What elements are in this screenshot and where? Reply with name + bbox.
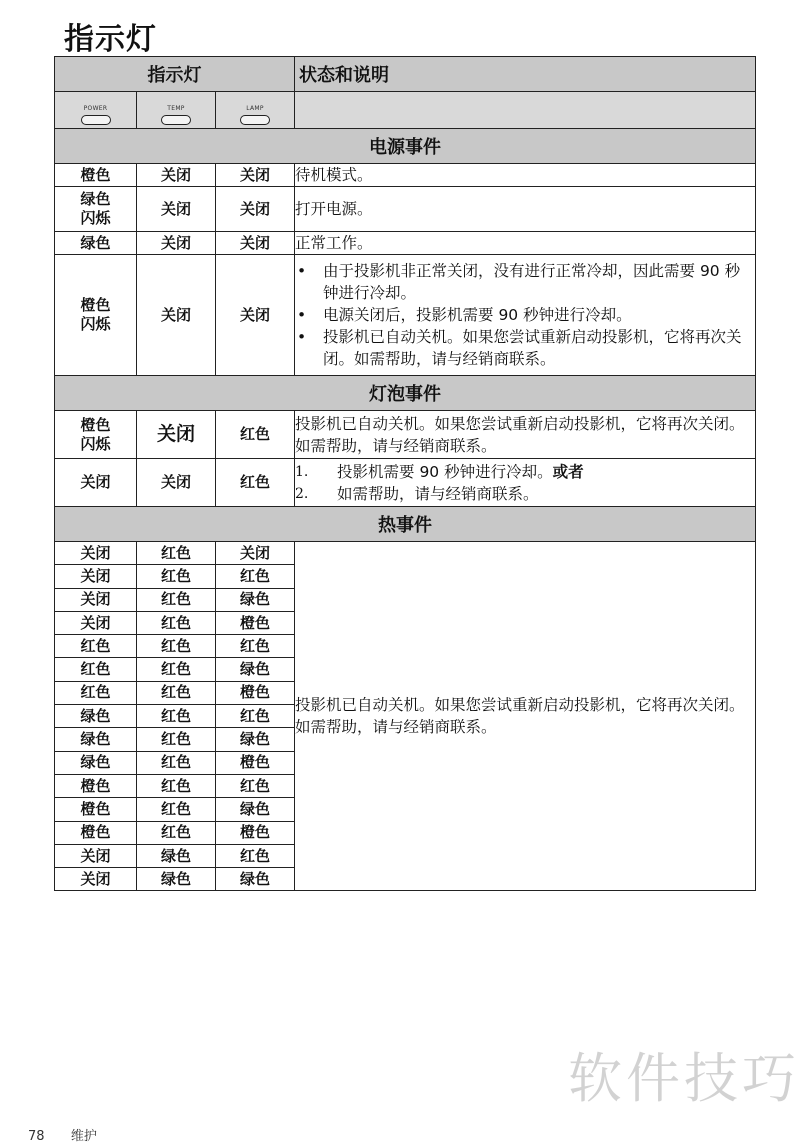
power-state: 绿色: [55, 705, 137, 728]
table-row: [55, 187, 756, 232]
table-row: [55, 542, 756, 565]
list-item: • 电源关闭后，投影机需要 90 秒钟进行冷却。: [295, 304, 755, 326]
led-lens-icon: [81, 115, 111, 125]
lamp-state: 关闭: [216, 164, 295, 187]
power-state: 橙色: [55, 774, 137, 797]
section-lamp-events: [55, 376, 756, 411]
lamp-state: 关闭: [216, 255, 295, 376]
temp-state: 关闭: [137, 459, 216, 507]
lamp-state: 橙色: [216, 751, 295, 774]
section-title: 热事件: [55, 507, 756, 542]
status-description: 投影机已自动关机。如果您尝试重新启动投影机，它将再次关闭。如需帮助，请与经销商联系。: [295, 542, 756, 891]
thermal-rows: [55, 542, 756, 891]
power-led-icon: [81, 105, 111, 125]
list-item: • 投影机已自动关机。如果您尝试重新启动投影机，它将再次关闭。如需帮助，请与经销商联系。: [295, 326, 755, 370]
lamp-state: 红色: [216, 459, 295, 507]
power-state: 橙色: [55, 798, 137, 821]
temp-state: 红色: [137, 565, 216, 588]
lamp-state: 关闭: [216, 187, 295, 232]
status-description: 正常工作。: [295, 232, 756, 255]
list-item: [295, 483, 755, 505]
temp-state: 红色: [137, 542, 216, 565]
power-state: 绿色: [55, 728, 137, 751]
power-state: 关闭: [55, 844, 137, 867]
temp-state: 红色: [137, 635, 216, 658]
lamp-state: 绿色: [216, 728, 295, 751]
power-state: 关闭: [55, 611, 137, 634]
power-state: 关闭: [55, 459, 137, 507]
temp-state: 红色: [137, 728, 216, 751]
lamp-state: 绿色: [216, 658, 295, 681]
lamp-state: 红色: [216, 411, 295, 459]
bullet-list: [295, 260, 755, 370]
power-state: 关闭: [55, 868, 137, 891]
power-state: 红色: [55, 658, 137, 681]
power-state: 橙色: [55, 821, 137, 844]
list-item-main: 投影机需要 90 秒钟进行冷却。: [337, 462, 553, 481]
lamp-state: 红色: [216, 635, 295, 658]
list-item: [295, 461, 755, 483]
page-number: 78: [28, 1129, 45, 1144]
section-title: 电源事件: [55, 129, 756, 164]
power-state: 红色: [55, 635, 137, 658]
list-number: 1.: [295, 463, 309, 480]
power-state-text: 绿色闪烁: [80, 190, 111, 227]
temp-state: 红色: [137, 588, 216, 611]
list-item: • 由于投影机非正常关闭，没有进行正常冷却，因此需要 90 秒钟进行冷却。: [295, 260, 755, 304]
led-lens-icon: [161, 115, 191, 125]
power-led-label: POWER: [83, 105, 108, 112]
page-footer: [28, 1125, 97, 1144]
table-row: [55, 411, 756, 459]
status-description: [295, 255, 756, 376]
power-state: 关闭: [55, 565, 137, 588]
lamp-state: 红色: [216, 565, 295, 588]
power-state: 绿色: [55, 751, 137, 774]
temp-led-label: TEMP: [167, 105, 185, 112]
watermark: 软件技巧: [568, 1047, 800, 1110]
empty-cell: [295, 92, 756, 129]
lamp-state: 红色: [216, 705, 295, 728]
lamp-state: 橙色: [216, 821, 295, 844]
footer-section: 维护: [70, 1129, 97, 1144]
lamp-state: 橙色: [216, 611, 295, 634]
power-state: [55, 255, 137, 376]
table-row: [55, 164, 756, 187]
power-state: [55, 187, 137, 232]
lamp-led-icon: [240, 105, 270, 125]
power-state-text: 橙色闪烁: [80, 296, 111, 333]
numbered-list: [295, 461, 755, 505]
lamp-state: 绿色: [216, 868, 295, 891]
temp-state: 红色: [137, 774, 216, 797]
table-header-row: [55, 57, 756, 92]
section-title: 灯泡事件: [55, 376, 756, 411]
temp-state: 红色: [137, 705, 216, 728]
temp-state: 红色: [137, 821, 216, 844]
temp-state: 关闭: [137, 255, 216, 376]
lamp-state: 关闭: [216, 542, 295, 565]
status-description: 打开电源。: [295, 187, 756, 232]
temp-state: 关闭: [137, 164, 216, 187]
status-description: 投影机已自动关机。如果您尝试重新启动投影机，它将再次关闭。如需帮助，请与经销商联系。: [295, 411, 756, 459]
power-state: 橙色: [55, 164, 137, 187]
temp-state: 红色: [137, 658, 216, 681]
indicator-table: [54, 56, 756, 891]
lamp-led-cell: [216, 92, 295, 129]
header-status: 状态和说明: [295, 57, 756, 92]
lamp-state: 橙色: [216, 681, 295, 704]
temp-state: 绿色: [137, 868, 216, 891]
page-title: 指示灯: [64, 22, 157, 57]
list-item-text: 如需帮助，请与经销商联系。: [337, 484, 539, 503]
lamp-state: 绿色: [216, 588, 295, 611]
lamp-state: 绿色: [216, 798, 295, 821]
list-item-text: [337, 461, 584, 483]
temp-led-cell: [137, 92, 216, 129]
power-state: 红色: [55, 681, 137, 704]
section-power-events: [55, 129, 756, 164]
temp-state: 红色: [137, 751, 216, 774]
temp-state: 绿色: [137, 844, 216, 867]
list-item-emphasis: 或者: [552, 462, 584, 481]
lamp-state: 关闭: [216, 232, 295, 255]
status-description: [295, 459, 756, 507]
temp-state: 关闭: [137, 187, 216, 232]
temp-led-icon: [161, 105, 191, 125]
lamp-state: 红色: [216, 774, 295, 797]
header-indicator: 指示灯: [55, 57, 295, 92]
temp-state: 红色: [137, 681, 216, 704]
lamp-led-label: LAMP: [246, 105, 264, 112]
table-row: [55, 232, 756, 255]
temp-state: 红色: [137, 611, 216, 634]
power-led-cell: [55, 92, 137, 129]
lamp-state: 红色: [216, 844, 295, 867]
led-icon-row: [55, 92, 756, 129]
power-state: 绿色: [55, 232, 137, 255]
temp-state: 关闭: [137, 411, 216, 459]
list-number: 2.: [295, 485, 309, 502]
temp-state: 关闭: [137, 232, 216, 255]
power-state: [55, 411, 137, 459]
power-state: 关闭: [55, 588, 137, 611]
table-row: [55, 255, 756, 376]
temp-state: 红色: [137, 798, 216, 821]
table-row: [55, 459, 756, 507]
status-description: 待机模式。: [295, 164, 756, 187]
section-thermal-events: [55, 507, 756, 542]
led-lens-icon: [240, 115, 270, 125]
power-state-text: 橙色闪烁: [80, 415, 111, 453]
power-state: 关闭: [55, 542, 137, 565]
